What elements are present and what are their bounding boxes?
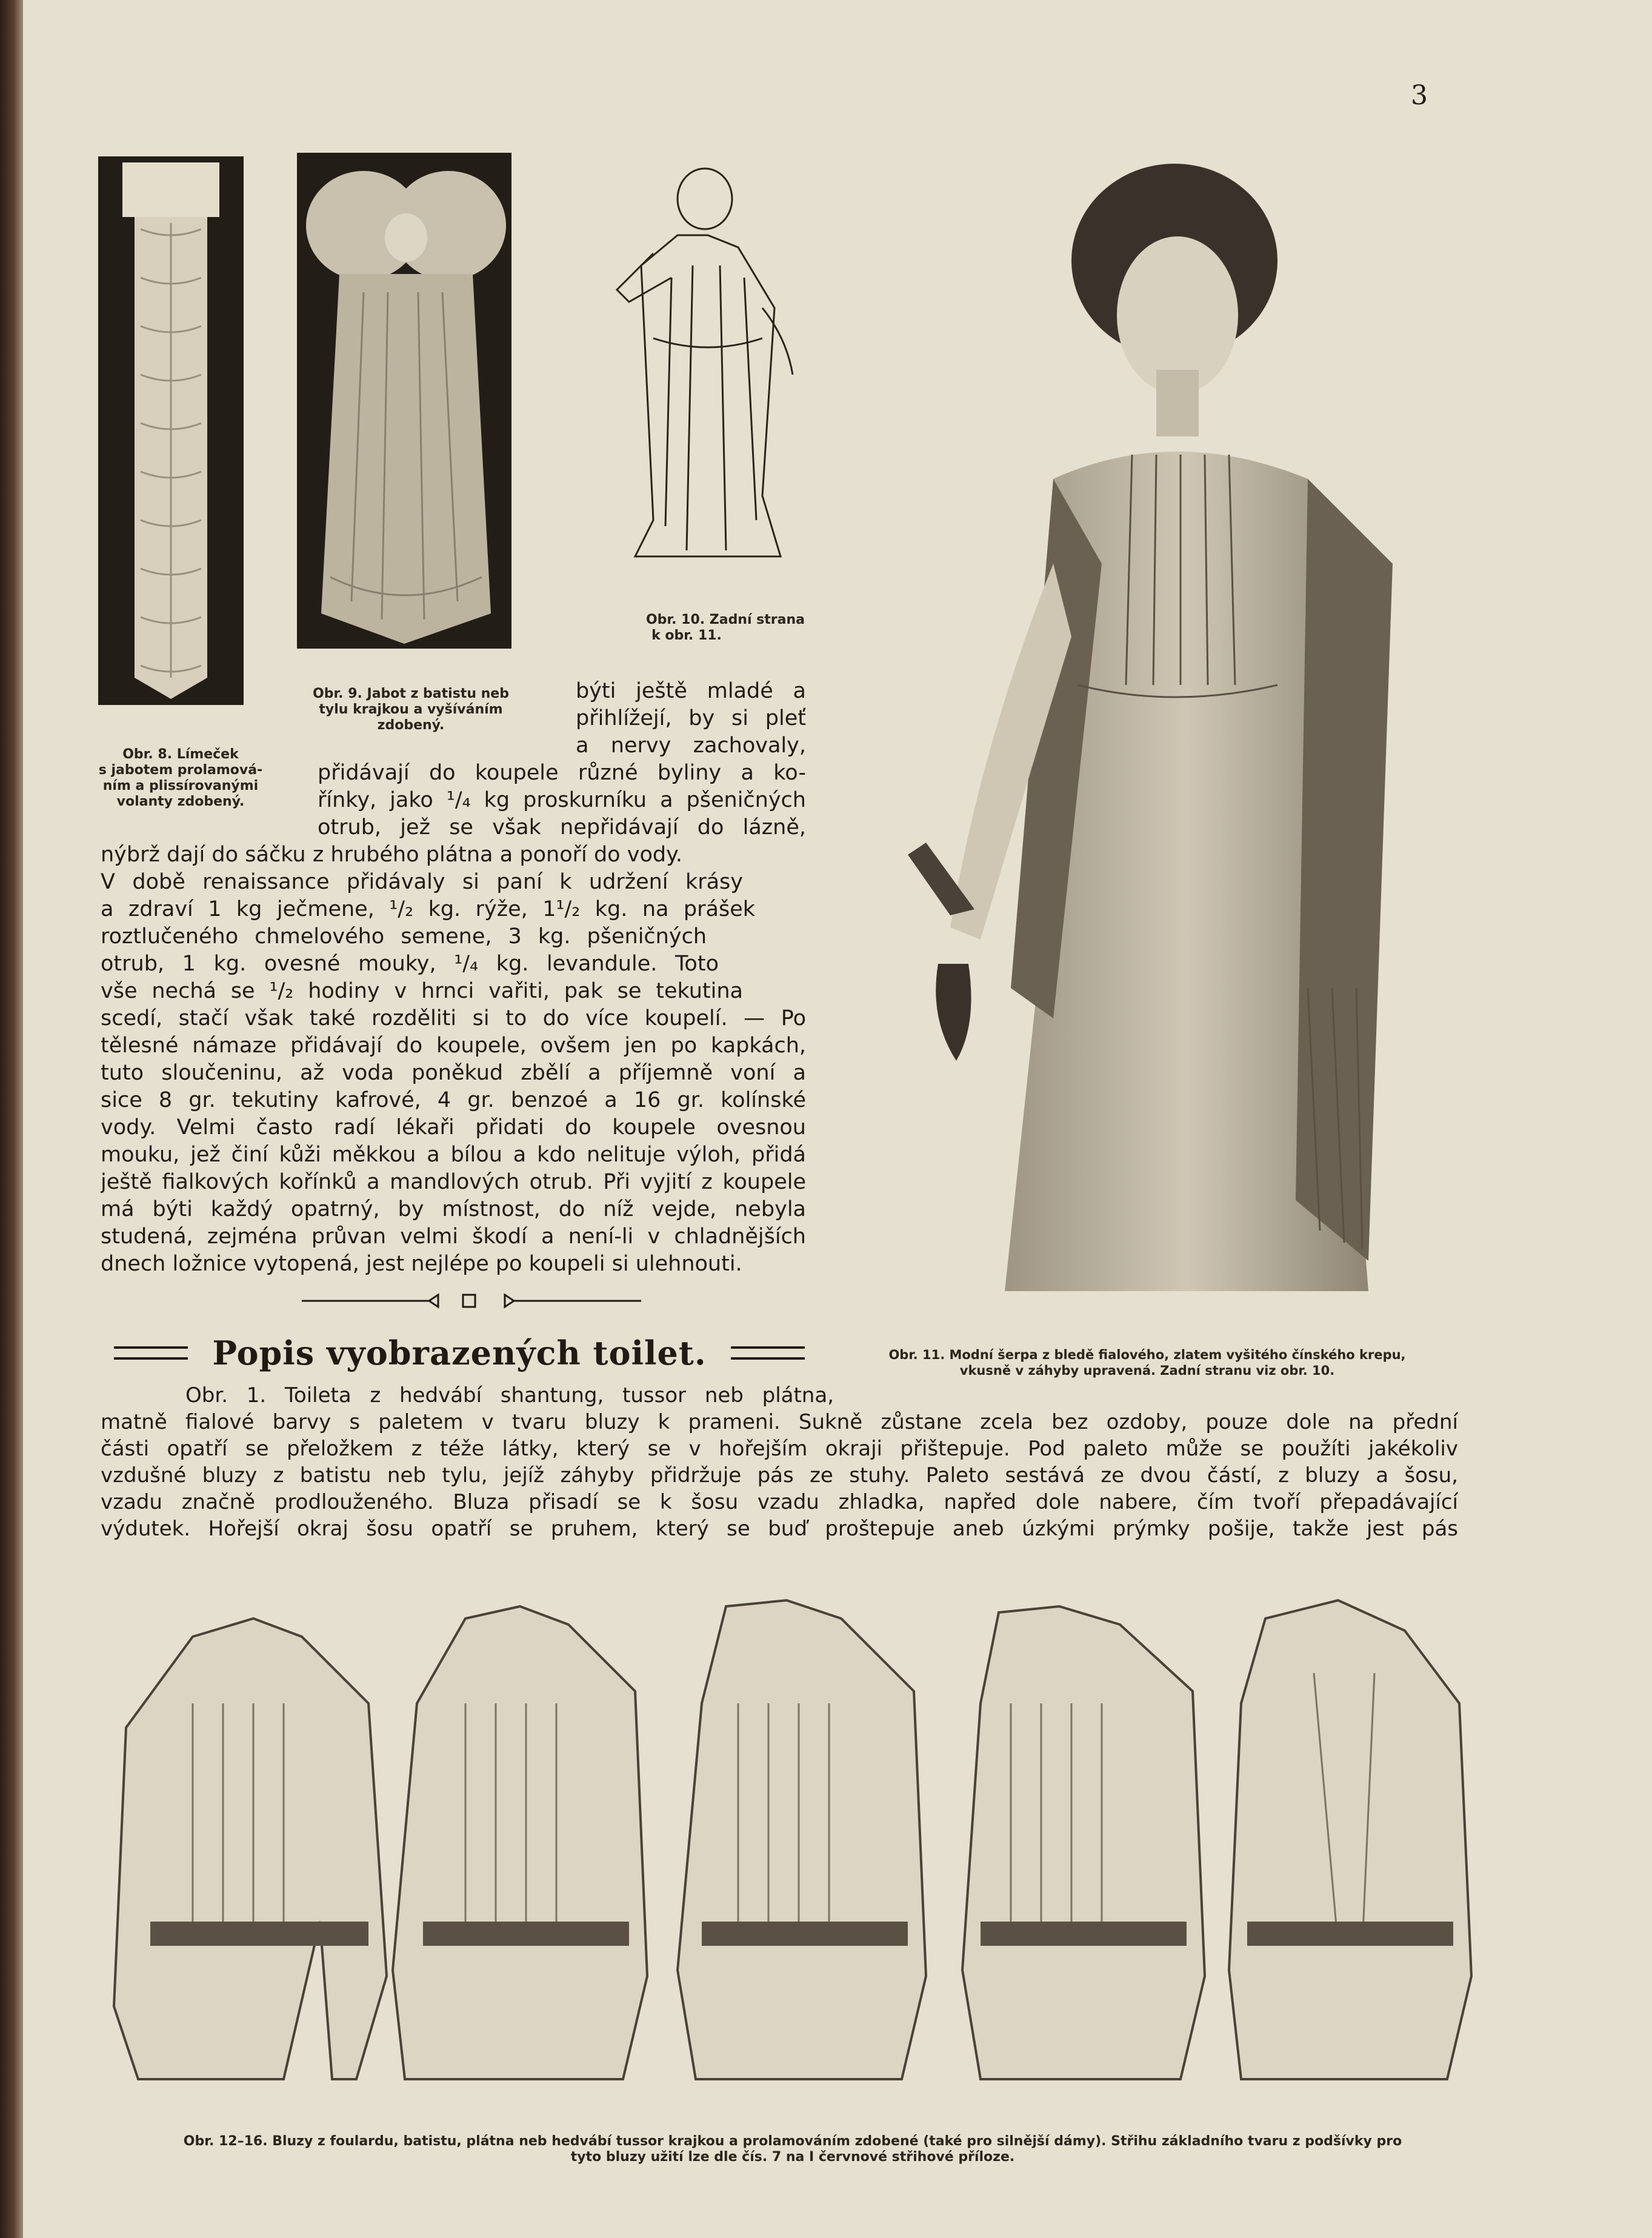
- caption-line: k obr. 11.: [651, 628, 722, 643]
- heading-rule-left: [114, 1346, 188, 1360]
- heading-rule-right: [731, 1346, 805, 1360]
- figure-11-woman-with-sash-image: [871, 139, 1477, 1321]
- figure-10-back-view-drawing: [581, 156, 811, 575]
- text-line: dnech ložnice vytopená, jest nejlépe po koupeli si ulehnouti.: [101, 1252, 742, 1276]
- magazine-page: [23, 0, 1652, 2238]
- article-mid-column: [318, 760, 806, 841]
- figure-9-jabot-image: [297, 153, 511, 649]
- caption-line: Obr. 8. Límeček: [122, 747, 239, 762]
- text-line: roztlučeného chmelového semene, 3 kg. pšeničných: [101, 924, 707, 949]
- text-line: má býti každý opatrný, by místnost, do níž vejde, nebyla: [101, 1197, 806, 1221]
- text-line: ještě fialkových kořínků a mandlových otrub. Při vyjití z koupele: [101, 1170, 806, 1194]
- text-line: řínky, jako ¹/₄ kg proskurníku a pšeničných: [318, 788, 806, 812]
- figure-10-caption: [568, 612, 805, 644]
- text-line: mouku, jež činí kůži měkkou a bílou a kdo nelituje výloh, přidá: [101, 1143, 806, 1167]
- caption-line: s jabotem prolamová-: [98, 763, 263, 778]
- section-heading: [114, 1334, 805, 1372]
- caption-line: Obr. 12–16. Bluzy z foulardu, batistu, plátna neb hedvábí tussor krajkou a prolamováním zdobené (také pro silnější dámy). Střihu základního tvaru z podšívky pro: [183, 2134, 1402, 2149]
- text-line: tělesné námaze přidávají do koupele, ovšem jen po kapkách,: [101, 1034, 806, 1058]
- book-spine: [0, 0, 23, 2238]
- caption-line: vkusně v záhyby upravená. Zadní stranu viz obr. 10.: [959, 1363, 1335, 1378]
- text-line: tuto sloučeninu, až voda poněkud zbělí a příjemně voní a: [101, 1061, 806, 1085]
- text-line: býti ještě mladé a: [576, 679, 806, 703]
- caption-line: Obr. 10. Zadní strana: [645, 612, 805, 627]
- text-line: matně fialové barvy s paletem v tvaru bluzy k prameni. Sukně zůstane zcela bez ozdoby, pouze dole na přední: [101, 1410, 1458, 1434]
- text-line: vzadu značně prodlouženého. Bluza přisadí se k šosu vzadu zhladka, napřed dole nabere, čím tvoří přepadávající: [101, 1490, 1458, 1514]
- figure-12-16-blouses-image: [102, 1582, 1484, 2116]
- text-line: Obr. 1. Toileta z hedvábí shantung, tussor neb plátna,: [185, 1383, 834, 1408]
- caption-line: tylu krajkou a vyšíváním: [319, 702, 503, 717]
- text-line: otrub, 1 kg. ovesné mouky, ¹/₄ kg. levandule. Toto: [101, 952, 719, 976]
- article-full-column: [101, 841, 806, 1278]
- page-number: 3: [1411, 80, 1428, 111]
- text-line: přihlížejí, by si pleť: [576, 706, 806, 730]
- figure-9-caption: [290, 686, 532, 733]
- text-line: vzdušné bluzy z batistu neb tylu, jejíž záhyby přidržuje pás ze stuhy. Paleto sestává ze dvou částí, z bluzy a šosu,: [101, 1463, 1458, 1488]
- text-line: výdutek. Hořejší okraj šosu opatří se pruhem, který se buď proštepuje aneb úzkými prýmky pošije, takže jest pás: [101, 1517, 1458, 1541]
- text-line: V době renaissance přidávaly si paní k udržení krásy: [101, 870, 743, 894]
- caption-line: ním a plissírovanými: [102, 778, 259, 793]
- caption-line: volanty zdobený.: [116, 794, 245, 809]
- text-line: vody. Velmi často radí lékaři přidati do koupele ovesnou: [101, 1115, 806, 1140]
- text-line: studená, zejména průvan velmi škodí a není-li v chladnějších: [101, 1224, 806, 1249]
- text-line: vše nechá se ¹/₂ hodiny v hrnci vařiti, pak se tekutina: [101, 979, 743, 1003]
- figure-12-16-caption: [102, 2134, 1484, 2165]
- text-line: nýbrž dají do sáčku z hrubého plátna a ponoří do vody.: [101, 843, 682, 867]
- caption-line: Obr. 11. Modní šerpa z bledě fialového, zlatem vyšitého čínského krepu,: [888, 1348, 1406, 1362]
- section-body: [101, 1382, 1458, 1542]
- caption-line: zdobený.: [377, 718, 445, 733]
- article-narrow-column: [576, 678, 806, 760]
- text-line: přidávají do koupele různé byliny a ko-: [318, 761, 806, 785]
- figure-8-caption: [65, 747, 296, 810]
- figure-8-collar-image: [98, 156, 244, 705]
- text-line: a zdraví 1 kg ječmene, ¹/₂ kg. rýže, 1¹/₂ kg. na prášek: [101, 897, 755, 921]
- figure-11-caption: [829, 1347, 1465, 1378]
- caption-line: Obr. 9. Jabot z batistu neb: [313, 686, 509, 701]
- caption-line: tyto bluzy užití lze dle čís. 7 na I červnové střihové příloze.: [570, 2149, 1015, 2165]
- section-title: Popis vyobrazených toilet.: [212, 1334, 707, 1372]
- ornamental-divider: [302, 1289, 641, 1313]
- text-line: části opatří se přeložkem z téže látky, který se v hořejším okraji přištepuje. Pod paleto může se použíti jakékoliv: [101, 1437, 1458, 1461]
- text-line: scedí, stačí však také rozděliti si to do více koupelí. — Po: [101, 1006, 806, 1030]
- text-line: otrub, jež se však nepřidávají do lázně,: [318, 815, 806, 840]
- text-line: sice 8 gr. tekutiny kafrové, 4 gr. benzoé a 16 gr. kolínské: [101, 1088, 806, 1112]
- text-line: a nervy zachovaly,: [576, 733, 806, 758]
